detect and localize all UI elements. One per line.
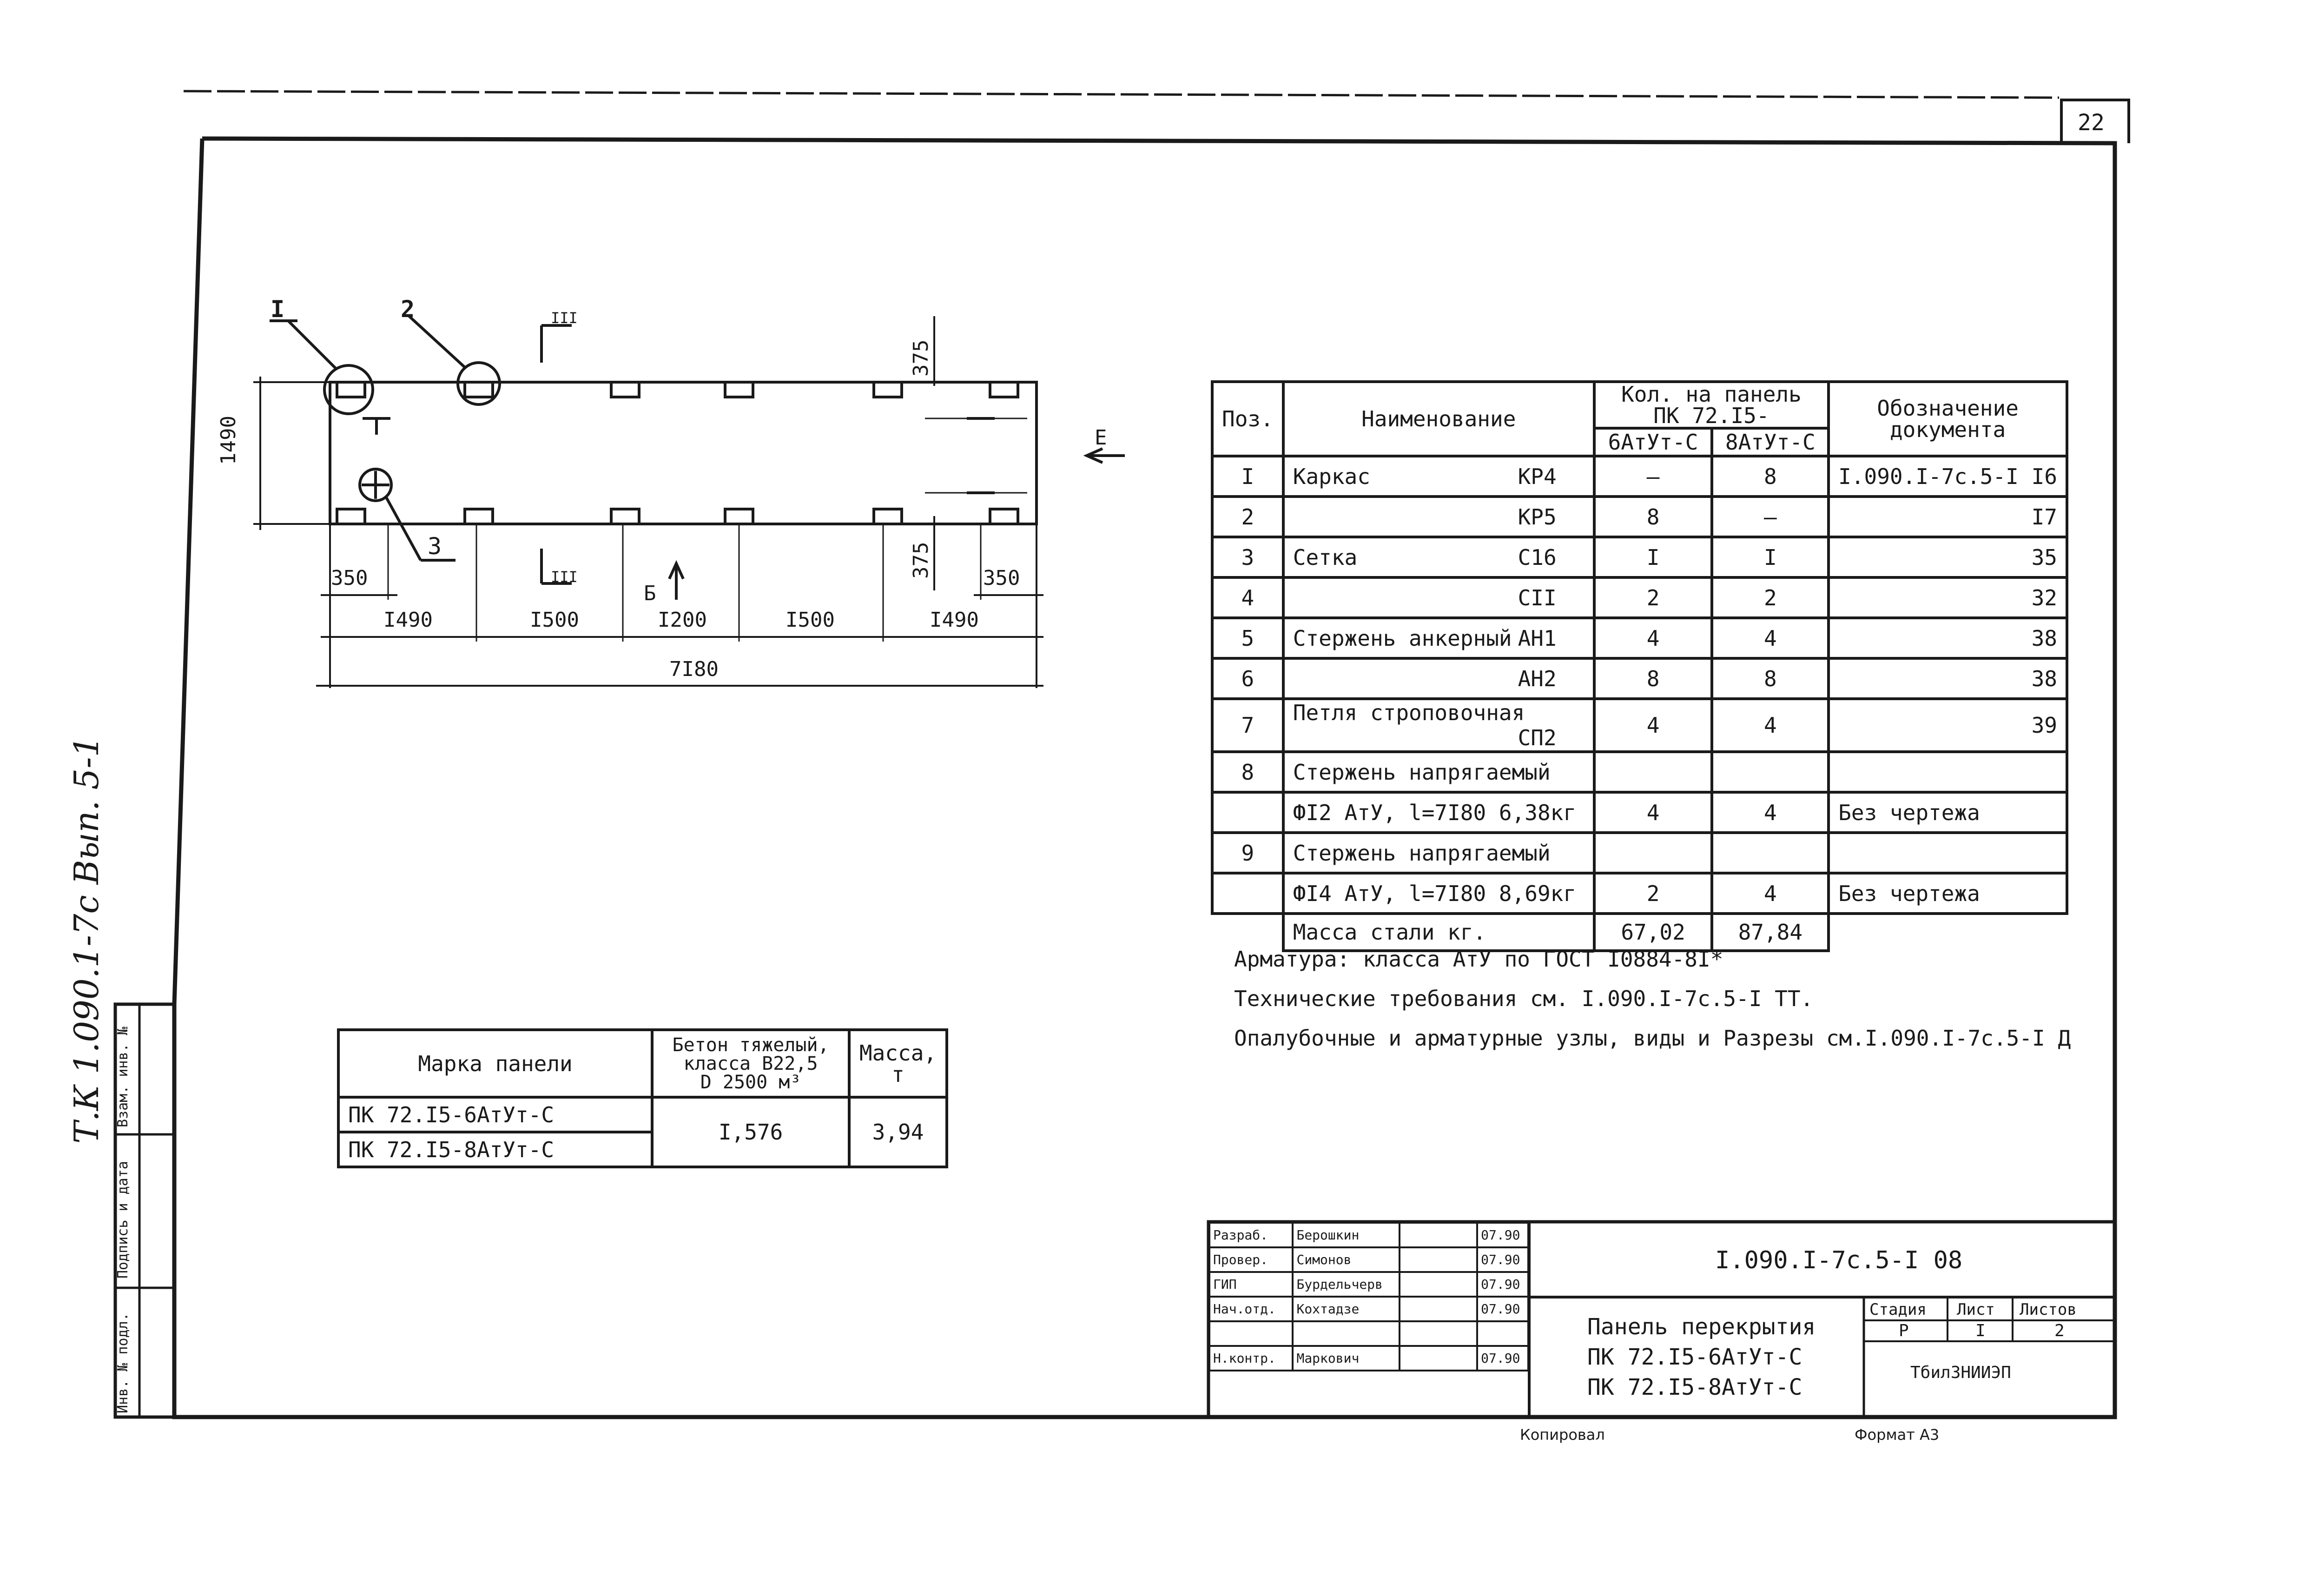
side-stamp: Т.К 1.090.1-7с Вып. 5-1 [67, 735, 106, 1144]
spec-doc: 39 [1829, 699, 2067, 752]
dim-bottom-right: 375 [909, 542, 933, 579]
qty-header-line2: ПК 72.I5- [1653, 403, 1769, 428]
spec-qty-b: 4 [1712, 873, 1829, 914]
sheets-header: Листов [2020, 1300, 2077, 1319]
spec-qty-a [1594, 752, 1712, 792]
sheet-header: Лист [1957, 1300, 1995, 1319]
spec-qty-a: 2 [1594, 873, 1712, 914]
sig-signature [1400, 1272, 1477, 1297]
marker-2: 2 [401, 296, 415, 323]
note-requirements: Технические требования см. I.090.I-7с.5-I ТТ. [1234, 986, 1814, 1011]
spec-qty-a: 2 [1594, 577, 1712, 618]
sig-date: 07.90 [1477, 1247, 1528, 1272]
col-b-header: 8АтУт-С [1712, 428, 1829, 456]
signature-row [1209, 1272, 1528, 1297]
mass-doc-empty [1829, 914, 2067, 951]
spec-mark: СII [1518, 585, 1557, 610]
spec-row [1212, 577, 2067, 618]
signature-row [1209, 1321, 1528, 1346]
spec-name-cell [1283, 792, 1594, 833]
spec-row [1212, 833, 2067, 873]
doc-header-line1: Обозначение [1877, 396, 2019, 421]
footer-format: Формат А3 [1855, 1426, 1940, 1444]
specification-table [1211, 380, 2068, 952]
strip-label-inv: Инв. № подл. [115, 1312, 131, 1413]
spec-name: Сетка [1293, 544, 1358, 570]
spec-qty-b: 8 [1712, 456, 1829, 497]
mass-header-line2: т [891, 1061, 905, 1087]
sig-role: ГИП [1209, 1272, 1293, 1297]
panel-row-2: ПК 72.I5-8АтУт-С [338, 1132, 652, 1167]
concrete-header-line3: D 2500 м³ [700, 1071, 801, 1093]
panel-mark-header: Марка панели [338, 1030, 652, 1097]
title-line-1: Панель перекрытия [1587, 1314, 1816, 1340]
spec-qty-a: 8 [1594, 658, 1712, 699]
dim-seg-4: I500 [786, 608, 835, 632]
spec-doc: 38 [1829, 658, 2067, 699]
spec-mark: КР5 [1518, 504, 1557, 530]
spec-pos: 3 [1212, 537, 1283, 577]
title-line-2: ПК 72.I5-6АтУт-С [1587, 1344, 1802, 1370]
spec-pos: 6 [1212, 658, 1283, 699]
sig-name [1293, 1321, 1399, 1346]
signature-table [1208, 1222, 1529, 1371]
spec-name: ФI2 АтУ, l=7I80 6,38кг [1293, 800, 1577, 825]
mass-header [849, 1030, 947, 1097]
spec-pos: 4 [1212, 577, 1283, 618]
spec-row [1212, 658, 2067, 699]
spec-name: Каркас [1293, 464, 1370, 489]
sig-signature [1400, 1247, 1477, 1272]
dim-right-offset: 350 [983, 566, 1020, 590]
spec-qty-b [1712, 833, 1829, 873]
page-number: 22 [2078, 110, 2105, 136]
marker-1: I [271, 296, 285, 323]
dim-seg-3: I200 [658, 608, 707, 632]
spec-pos: 2 [1212, 497, 1283, 537]
sig-date [1477, 1321, 1528, 1346]
spec-doc [1829, 752, 2067, 792]
spec-qty-b [1712, 752, 1829, 792]
marker-3: 3 [428, 533, 442, 560]
spec-pos: 7 [1212, 699, 1283, 752]
spec-qty-b: I [1712, 537, 1829, 577]
spec-doc: 32 [1829, 577, 2067, 618]
spec-doc: 35 [1829, 537, 2067, 577]
spec-pos: I [1212, 456, 1283, 497]
qty-header-line1: Кол. на панель [1621, 382, 1802, 407]
sig-name: Симонов [1293, 1247, 1399, 1272]
spec-row [1212, 873, 2067, 914]
col-name-header: Наименование [1283, 382, 1594, 456]
spec-row [1212, 752, 2067, 792]
col-pos-header: Поз. [1212, 382, 1283, 456]
dim-top-right: 375 [909, 339, 933, 377]
concrete-header-line1: Бетон тяжелый, [672, 1034, 829, 1056]
spec-name-cell [1283, 537, 1594, 577]
spec-qty-b: 4 [1712, 792, 1829, 833]
spec-qty-b: – [1712, 497, 1829, 537]
dim-total: 7I80 [669, 657, 719, 681]
sig-name: Маркович [1293, 1346, 1399, 1371]
spec-mark: АН2 [1518, 666, 1557, 691]
spec-qty-a: 4 [1594, 792, 1712, 833]
spec-row [1212, 537, 2067, 577]
panel-table [337, 1028, 948, 1168]
signature-row [1209, 1346, 1528, 1371]
mass-b: 87,84 [1712, 914, 1829, 951]
spec-doc: Без чертежа [1829, 873, 2067, 914]
spec-doc: I7 [1829, 497, 2067, 537]
sig-name: Берошкин [1293, 1223, 1399, 1247]
sig-signature [1400, 1223, 1477, 1247]
document-code: I.090.I-7с.5-I 08 [1715, 1246, 1963, 1274]
spec-qty-a: – [1594, 456, 1712, 497]
signature-row [1209, 1223, 1528, 1247]
spec-doc: 38 [1829, 618, 2067, 658]
note-details: Опалубочные и арматурные узлы, виды и Разрезы см.I.090.I-7с.5-I Д [1234, 1026, 2071, 1051]
signature-row [1209, 1247, 1528, 1272]
sig-date: 07.90 [1477, 1223, 1528, 1247]
dim-left-offset: 350 [331, 566, 368, 590]
concrete-header [652, 1030, 849, 1097]
spec-doc: Без чертежа [1829, 792, 2067, 833]
spec-row [1212, 497, 2067, 537]
mass-header-line1: Масса, [859, 1040, 937, 1066]
spec-qty-a: 4 [1594, 618, 1712, 658]
sig-date: 07.90 [1477, 1272, 1528, 1297]
signature-row [1209, 1297, 1528, 1321]
spec-qty-b: 2 [1712, 577, 1829, 618]
spec-name-cell [1283, 497, 1594, 537]
section-label-top: III [551, 309, 578, 327]
sig-role: Н.контр. [1209, 1346, 1293, 1371]
mass-empty-cell [1212, 914, 1283, 951]
dim-seg-1: I490 [383, 608, 433, 632]
strip-label-repl: Взам. инв. № [115, 1027, 131, 1127]
sig-date: 07.90 [1477, 1297, 1528, 1321]
footer-copied: Копировал [1520, 1426, 1605, 1444]
sig-role: Провер. [1209, 1247, 1293, 1272]
spec-doc [1829, 833, 2067, 873]
sig-signature [1400, 1321, 1477, 1346]
spec-name: Стержень напрягаемый [1293, 840, 1551, 866]
sig-role: Разраб. [1209, 1223, 1293, 1247]
dim-seg-5: I490 [930, 608, 979, 632]
mass-label: Масса стали кг. [1283, 914, 1594, 951]
spec-qty-b: 4 [1712, 699, 1829, 752]
spec-name-cell [1283, 456, 1594, 497]
spec-name-cell [1283, 658, 1594, 699]
sig-name: Бурдельчерв [1293, 1272, 1399, 1297]
sig-role: Нач.отд. [1209, 1297, 1293, 1321]
spec-name: Петля строповочная [1293, 700, 1525, 725]
view-label-right: Е [1095, 426, 1107, 450]
spec-doc: I.090.I-7с.5-I I6 [1829, 456, 2067, 497]
spec-pos [1212, 873, 1283, 914]
concrete-header-line2: класса В22,5 [683, 1053, 818, 1074]
spec-name-cell [1283, 873, 1594, 914]
spec-qty-a [1594, 833, 1712, 873]
spec-name-cell [1283, 752, 1594, 792]
sheets-value: 2 [2054, 1321, 2065, 1340]
col-qty-header [1594, 382, 1829, 428]
spec-mark: КР4 [1518, 464, 1557, 489]
doc-header-line2: документа [1889, 417, 2006, 442]
spec-pos [1212, 792, 1283, 833]
note-reinforcement: Арматура: класса АтУ по ГОСТ I0884-8I* [1234, 947, 1723, 972]
panel-mass: 3,94 [849, 1097, 947, 1167]
view-label-bottom: Б [644, 582, 656, 605]
spec-mark: АН1 [1518, 625, 1557, 651]
title-line-3: ПК 72.I5-8АтУт-С [1587, 1374, 1802, 1400]
spec-name: Стержень анкерный [1293, 625, 1512, 651]
sig-signature [1400, 1297, 1477, 1321]
spec-qty-a: I [1594, 537, 1712, 577]
spec-qty-b: 4 [1712, 618, 1829, 658]
panel-row-1: ПК 72.I5-6АтУт-С [338, 1097, 652, 1132]
stage-value: Р [1899, 1321, 1909, 1340]
spec-name-cell [1283, 577, 1594, 618]
spec-qty-b: 8 [1712, 658, 1829, 699]
spec-name-cell [1283, 699, 1594, 752]
mass-a: 67,02 [1594, 914, 1712, 951]
spec-pos: 8 [1212, 752, 1283, 792]
sig-name: Кохтадзе [1293, 1297, 1399, 1321]
sheet-value: I [1975, 1321, 1986, 1340]
spec-pos: 9 [1212, 833, 1283, 873]
spec-row [1212, 456, 2067, 497]
spec-mark: С16 [1518, 544, 1557, 570]
sig-date: 07.90 [1477, 1346, 1528, 1371]
stage-header: Стадия [1869, 1300, 1927, 1319]
spec-mark: СП2 [1518, 725, 1557, 750]
organization: ТбилЗНИИЭП [1910, 1363, 2011, 1382]
spec-rows [1212, 456, 2067, 914]
spec-row [1212, 699, 2067, 752]
spec-name: ФI4 АтУ, l=7I80 8,69кг [1293, 881, 1577, 906]
dim-seg-2: I500 [530, 608, 579, 632]
sig-signature [1400, 1346, 1477, 1371]
col-a-header: 6АтУт-С [1594, 428, 1712, 456]
spec-name: Стержень напрягаемый [1293, 759, 1551, 785]
spec-qty-a: 4 [1594, 699, 1712, 752]
col-doc-header [1829, 382, 2067, 456]
strip-label-sign: Подпись и дата [115, 1161, 131, 1279]
panel-volume: I,576 [652, 1097, 849, 1167]
spec-row [1212, 792, 2067, 833]
spec-pos: 5 [1212, 618, 1283, 658]
dim-height: 1490 [217, 416, 240, 465]
spec-name-cell [1283, 618, 1594, 658]
sig-role [1209, 1321, 1293, 1346]
panel-plan-view [253, 316, 1125, 688]
section-label-bottom: III [551, 568, 578, 586]
spec-name-cell [1283, 833, 1594, 873]
spec-row [1212, 618, 2067, 658]
spec-qty-a: 8 [1594, 497, 1712, 537]
